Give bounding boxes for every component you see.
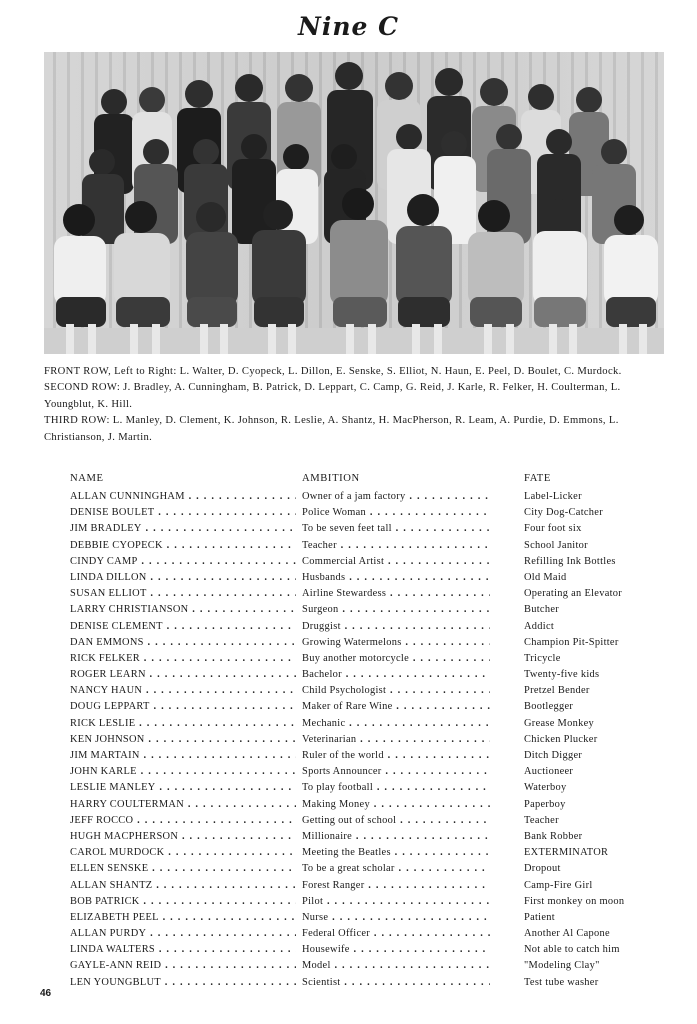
roster-fate: Label-Licker (524, 491, 582, 502)
roster-ambition: Sports Announcer . . . (302, 766, 490, 777)
roster-ambition: Getting out of school . . . (302, 815, 490, 826)
roster-ambition: Millionaire . . . (302, 831, 490, 842)
roster-ambition: Growing Watermelons . . . (302, 637, 490, 648)
roster-name: ALLAN CUNNINGHAM . . . (70, 491, 296, 502)
roster-fate: Refilling Ink Bottles (524, 555, 616, 567)
roster-name: RICK FELKER . . . (70, 653, 296, 664)
roster-row (70, 507, 670, 523)
roster-name: LEN YOUNGBLUT . . . (70, 977, 296, 988)
roster-fate: EXTERMINATOR (524, 847, 609, 859)
roster-ambition: Maker of Rare Wine . . . (302, 701, 490, 712)
roster-fate: School Janitor (524, 539, 588, 551)
roster-row (70, 621, 670, 637)
roster-ambition: Police Woman . . . (302, 507, 490, 518)
roster-row (70, 896, 670, 912)
roster-name: LINDA DILLON . . . (70, 572, 296, 583)
roster-ambition: Teacher . . . (302, 540, 490, 551)
roster-ambition: Bachelor . . . (302, 669, 490, 680)
roster-fate: Butcher (524, 604, 559, 616)
roster-fate: Teacher (524, 814, 559, 826)
roster-ambition: Commercial Artist . . . (302, 556, 490, 567)
roster-row (70, 880, 670, 896)
roster-row (70, 685, 670, 701)
roster-ambition: Pilot . . . (302, 896, 490, 907)
roster-row (70, 750, 670, 766)
roster-fate: Operating an Elevator (524, 588, 623, 600)
roster-name: DENISE BOULET . . . (70, 507, 296, 518)
roster-ambition: Forest Ranger . . . (302, 880, 490, 891)
roster-name: NANCY HAUN . . . (70, 685, 296, 696)
roster-name: JIM MARTAIN . . . (70, 750, 296, 761)
roster-fate: Chicken Plucker (524, 733, 598, 745)
roster-name: KEN JOHNSON . . . (70, 734, 296, 745)
roster-ambition: To be a great scholar . . . (302, 863, 490, 874)
roster-row (70, 977, 670, 993)
roster-name: JOHN KARLE . . . (70, 766, 296, 777)
roster-fate: Bootlegger (524, 701, 574, 713)
roster-row (70, 847, 670, 863)
roster-name: SUSAN ELLIOT . . . (70, 588, 296, 599)
class-photo-image (44, 52, 664, 354)
roster-name: JEFF ROCCO . . . (70, 815, 296, 826)
roster-ambition: Druggist . . . (302, 621, 490, 632)
roster-row (70, 491, 670, 507)
roster-ambition: Mechanic . . . (302, 718, 490, 729)
roster-fate: Paperboy (524, 798, 566, 810)
roster-fate: Another Al Capone (524, 928, 610, 940)
roster-name: ELIZABETH PEEL . . . (70, 912, 296, 923)
roster-row (70, 572, 670, 588)
caption-second-row: SECOND ROW: J. Bradley, A. Cunningham, B. Patrick, D. Leppart, C. Camp, G. Reid, J. Karle, R. Felker, H. Coulterman, L. Youngblut, K. Hill. (44, 382, 621, 410)
roster-fate: Dropout (524, 863, 561, 875)
roster-row (70, 653, 670, 669)
roster-fate: Ditch Digger (524, 750, 583, 761)
roster-fate: Four foot six (524, 523, 582, 535)
roster-ambition: Nurse . . . (302, 912, 490, 923)
roster-ambition: Housewife . . . (302, 944, 490, 955)
roster-name: CINDY CAMP . . . (70, 556, 296, 567)
roster-fate: "Modeling Clay" (524, 960, 600, 972)
column-header-fate: FATE (524, 473, 551, 484)
roster-row (70, 960, 670, 976)
roster-ambition: Airline Stewardess . . . (302, 588, 490, 599)
roster-name: LARRY CHRISTIANSON . . . (70, 604, 296, 615)
roster-name: DEBBIE CYOPECK . . . (70, 540, 296, 551)
roster-row (70, 701, 670, 717)
roster-ambition: Child Psychologist . . . (302, 685, 490, 696)
caption-third-row: THIRD ROW: L. Manley, D. Clement, K. Johnson, R. Leslie, A. Shantz, H. MacPherson, R. Leam, A. Purdie, D. Emmons, L. Christianson, J. Martin. (44, 415, 619, 443)
roster-ambition: To be seven feet tall . . . (302, 523, 490, 534)
roster-row (70, 815, 670, 831)
roster-row (70, 766, 670, 782)
roster-name: RICK LESLIE . . . (70, 718, 296, 729)
column-header-name: NAME (70, 473, 104, 484)
roster-name: GAYLE-ANN REID . . . (70, 960, 296, 971)
roster-fate: Grease Monkey (524, 717, 594, 729)
roster-row (70, 799, 670, 815)
page-number: 46 (40, 988, 52, 999)
class-photo (44, 52, 664, 354)
roster-fate: Waterboy (524, 782, 567, 794)
roster-fate: First monkey on moon (524, 895, 625, 907)
roster-ambition: Buy another motorcycle . . . (302, 653, 490, 664)
roster-fate: Not able to catch him (524, 944, 620, 956)
roster-row (70, 734, 670, 750)
roster-ambition: Veterinarian . . . (302, 734, 490, 745)
roster-fate: Old Maid (524, 571, 567, 583)
roster-row (70, 556, 670, 572)
roster-row (70, 523, 670, 539)
roster-name: ROGER LEARN . . . (70, 669, 296, 680)
roster-ambition: Making Money . . . (302, 799, 490, 810)
roster-ambition: Scientist . . . (302, 977, 490, 988)
roster-name: HUGH MACPHERSON . . . (70, 831, 296, 842)
roster-name: DOUG LEPPART . . . (70, 701, 296, 712)
roster-row (70, 912, 670, 928)
page-title: Nine C (297, 12, 400, 41)
roster-ambition: Federal Officer . . . (302, 928, 490, 939)
roster-ambition: Surgeon . . . (302, 604, 490, 615)
roster-row (70, 669, 670, 685)
roster-name: ALLAN PURDY . . . (70, 928, 296, 939)
roster-ambition: Meeting the Beatles . . . (302, 847, 490, 858)
roster-name: ELLEN SENSKE . . . (70, 863, 296, 874)
roster-fate: Bank Robber (524, 830, 583, 842)
roster-name: HARRY COULTERMAN . . . (70, 799, 296, 810)
roster-name: DAN EMMONS . . . (70, 637, 296, 648)
column-header-ambition: AMBITION (302, 473, 360, 484)
roster-ambition: Husbands . . . (302, 572, 490, 583)
roster-row (70, 944, 670, 960)
roster-fate: Patient (524, 911, 555, 923)
roster-fate: Tricycle (524, 652, 561, 664)
roster-row (70, 782, 670, 798)
roster-row (70, 540, 670, 556)
roster-fate: Twenty-five kids (524, 669, 600, 681)
roster-name: DENISE CLEMENT . . . (70, 621, 296, 632)
roster-row (70, 637, 670, 653)
roster-name: BOB PATRICK . . . (70, 896, 296, 907)
roster-row (70, 831, 670, 847)
photo-caption (44, 364, 670, 446)
roster-ambition: Ruler of the world . . . (302, 750, 490, 761)
roster-fate: Champion Pit-Spitter (524, 636, 619, 648)
roster-row (70, 863, 670, 879)
roster-name: CAROL MURDOCK . . . (70, 847, 296, 858)
roster-name: LESLIE MANLEY . . . (70, 782, 296, 793)
roster-row (70, 588, 670, 604)
roster-fate: Test tube washer (524, 976, 599, 988)
roster-row (70, 928, 670, 944)
roster-fate: City Dog-Catcher (524, 507, 603, 519)
roster-list (70, 491, 670, 993)
roster-ambition: Model . . . (302, 960, 490, 971)
roster-fate: Addict (524, 620, 555, 632)
roster-row (70, 718, 670, 734)
roster-fate: Camp-Fire Girl (524, 879, 593, 891)
roster-fate: Pretzel Bender (524, 685, 590, 697)
caption-front-row: FRONT ROW, Left to Right: L. Walter, D. Cyopeck, L. Dillon, E. Senske, S. Elliot, N. Haun, E. Peel, D. Boulet, C. Murdock. (44, 366, 622, 377)
roster-ambition: Owner of a jam factory . . . (302, 491, 490, 502)
roster-ambition: To play football . . . (302, 782, 490, 793)
roster-row (70, 604, 670, 620)
roster-name: ALLAN SHANTZ . . . (70, 880, 296, 891)
roster-name: JIM BRADLEY . . . (70, 523, 296, 534)
roster-name: LINDA WALTERS . . . (70, 944, 296, 955)
roster-fate: Auctioneer (524, 766, 574, 778)
